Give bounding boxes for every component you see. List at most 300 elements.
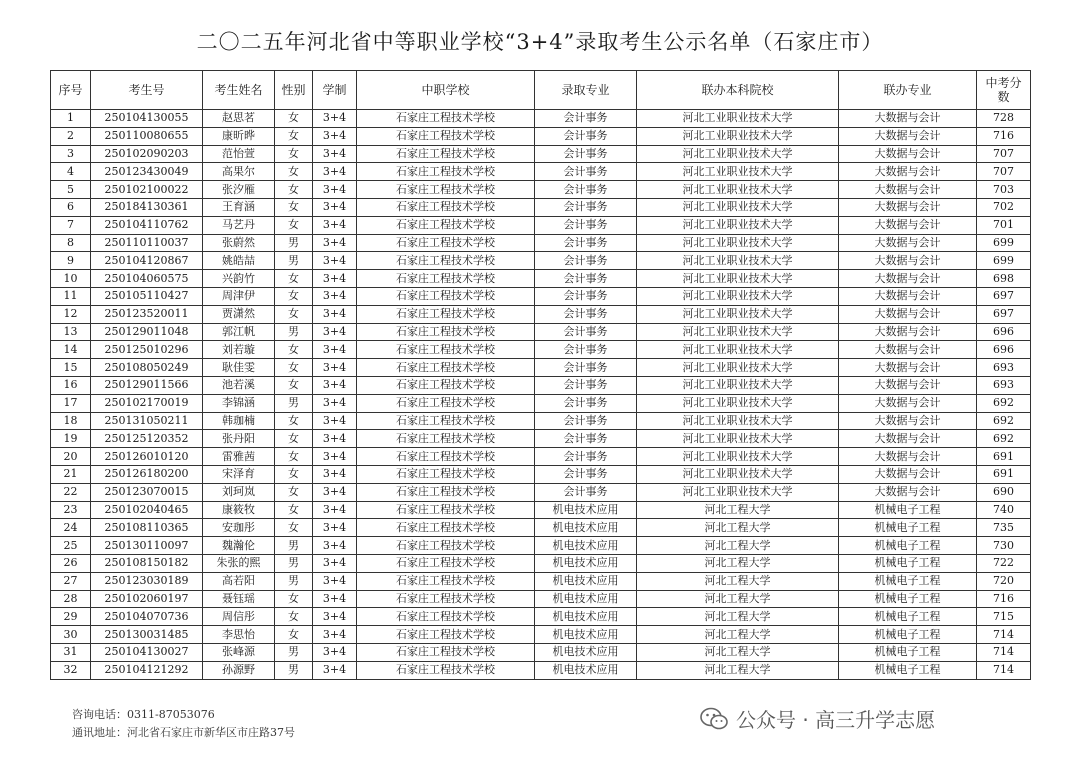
cell-name: 韩珈楠 (203, 412, 275, 430)
cell-name: 安珈彤 (203, 519, 275, 537)
cell-partner-major: 机械电子工程 (839, 572, 977, 590)
cell-vocational-school: 石家庄工程技术学校 (357, 554, 535, 572)
cell-name: 姚皓喆 (203, 252, 275, 270)
cell-major: 机电技术应用 (535, 643, 637, 661)
cell-seq: 13 (51, 323, 91, 341)
cell-vocational-school: 石家庄工程技术学校 (357, 501, 535, 519)
table-row (51, 537, 1031, 555)
cell-partner-university: 河北工业职业技术大学 (637, 287, 839, 305)
cell-seq: 28 (51, 590, 91, 608)
cell-partner-university: 河北工业职业技术大学 (637, 127, 839, 145)
cell-exam-id: 250102170019 (91, 394, 203, 412)
cell-seq: 7 (51, 216, 91, 234)
cell-gender: 女 (275, 163, 313, 181)
cell-program-length: 3+4 (313, 163, 357, 181)
table-row (51, 234, 1031, 252)
cell-name: 高若阳 (203, 572, 275, 590)
cell-score: 702 (977, 198, 1031, 216)
cell-vocational-school: 石家庄工程技术学校 (357, 394, 535, 412)
cell-exam-id: 250123520011 (91, 305, 203, 323)
cell-name: 聂钰瑶 (203, 590, 275, 608)
cell-partner-major: 机械电子工程 (839, 661, 977, 679)
cell-partner-university: 河北工业职业技术大学 (637, 394, 839, 412)
cell-program-length: 3+4 (313, 412, 357, 430)
table-row (51, 430, 1031, 448)
cell-program-length: 3+4 (313, 554, 357, 572)
cell-score: 707 (977, 163, 1031, 181)
cell-score: 693 (977, 359, 1031, 377)
cell-major: 会计事务 (535, 376, 637, 394)
cell-exam-id: 250105110427 (91, 287, 203, 305)
cell-partner-university: 河北工业职业技术大学 (637, 323, 839, 341)
cell-gender: 女 (275, 110, 313, 128)
table-row (51, 145, 1031, 163)
cell-vocational-school: 石家庄工程技术学校 (357, 537, 535, 555)
cell-name: 雷雅茜 (203, 448, 275, 466)
table-row (51, 608, 1031, 626)
cell-exam-id: 250102060197 (91, 590, 203, 608)
cell-score: 692 (977, 430, 1031, 448)
cell-vocational-school: 石家庄工程技术学校 (357, 163, 535, 181)
cell-partner-university: 河北工业职业技术大学 (637, 198, 839, 216)
cell-name: 兴韵竹 (203, 270, 275, 288)
cell-partner-university: 河北工业职业技术大学 (637, 483, 839, 501)
cell-name: 张峰源 (203, 643, 275, 661)
cell-major: 会计事务 (535, 341, 637, 359)
cell-program-length: 3+4 (313, 483, 357, 501)
cell-partner-major: 机械电子工程 (839, 608, 977, 626)
cell-major: 会计事务 (535, 287, 637, 305)
cell-exam-id: 250125010296 (91, 341, 203, 359)
cell-vocational-school: 石家庄工程技术学校 (357, 483, 535, 501)
cell-program-length: 3+4 (313, 127, 357, 145)
cell-program-length: 3+4 (313, 270, 357, 288)
cell-exam-id: 250104120867 (91, 252, 203, 270)
cell-name: 范怡萱 (203, 145, 275, 163)
table-row (51, 412, 1031, 430)
cell-major: 会计事务 (535, 448, 637, 466)
cell-major: 会计事务 (535, 305, 637, 323)
cell-gender: 男 (275, 554, 313, 572)
cell-exam-id: 250104110762 (91, 216, 203, 234)
cell-partner-university: 河北工程大学 (637, 608, 839, 626)
header-exam-id: 考生号 (91, 71, 203, 110)
cell-exam-id: 250131050211 (91, 412, 203, 430)
cell-partner-university: 河北工业职业技术大学 (637, 359, 839, 377)
cell-name: 周信彤 (203, 608, 275, 626)
cell-gender: 女 (275, 483, 313, 501)
cell-score: 696 (977, 341, 1031, 359)
cell-name: 魏瀚伦 (203, 537, 275, 555)
cell-partner-major: 机械电子工程 (839, 537, 977, 555)
cell-name: 孙源野 (203, 661, 275, 679)
cell-partner-university: 河北工业职业技术大学 (637, 110, 839, 128)
cell-program-length: 3+4 (313, 323, 357, 341)
cell-partner-major: 机械电子工程 (839, 519, 977, 537)
table-row (51, 643, 1031, 661)
cell-partner-major: 大数据与会计 (839, 305, 977, 323)
cell-major: 会计事务 (535, 359, 637, 377)
cell-partner-university: 河北工程大学 (637, 626, 839, 644)
cell-partner-major: 大数据与会计 (839, 252, 977, 270)
cell-score: 716 (977, 127, 1031, 145)
cell-partner-major: 大数据与会计 (839, 145, 977, 163)
cell-partner-major: 大数据与会计 (839, 483, 977, 501)
cell-exam-id: 250184130361 (91, 198, 203, 216)
cell-gender: 女 (275, 198, 313, 216)
cell-partner-university: 河北工业职业技术大学 (637, 376, 839, 394)
cell-partner-university: 河北工程大学 (637, 572, 839, 590)
cell-major: 会计事务 (535, 323, 637, 341)
cell-vocational-school: 石家庄工程技术学校 (357, 341, 535, 359)
cell-partner-university: 河北工程大学 (637, 661, 839, 679)
cell-major: 会计事务 (535, 412, 637, 430)
cell-program-length: 3+4 (313, 465, 357, 483)
cell-gender: 女 (275, 608, 313, 626)
cell-partner-university: 河北工业职业技术大学 (637, 305, 839, 323)
cell-seq: 26 (51, 554, 91, 572)
cell-name: 贾潇然 (203, 305, 275, 323)
cell-gender: 女 (275, 590, 313, 608)
cell-seq: 18 (51, 412, 91, 430)
cell-vocational-school: 石家庄工程技术学校 (357, 661, 535, 679)
cell-score: 699 (977, 234, 1031, 252)
cell-name: 李锦涵 (203, 394, 275, 412)
cell-vocational-school: 石家庄工程技术学校 (357, 608, 535, 626)
cell-partner-major: 大数据与会计 (839, 430, 977, 448)
cell-seq: 19 (51, 430, 91, 448)
cell-program-length: 3+4 (313, 590, 357, 608)
cell-gender: 女 (275, 216, 313, 234)
cell-major: 会计事务 (535, 145, 637, 163)
cell-score: 692 (977, 412, 1031, 430)
cell-major: 机电技术应用 (535, 519, 637, 537)
cell-name: 刘珂岚 (203, 483, 275, 501)
cell-score: 740 (977, 501, 1031, 519)
cell-program-length: 3+4 (313, 608, 357, 626)
cell-score: 720 (977, 572, 1031, 590)
cell-score: 692 (977, 394, 1031, 412)
header-gender: 性别 (275, 71, 313, 110)
header-score-label: 中考分数 (985, 76, 1022, 104)
cell-partner-major: 大数据与会计 (839, 465, 977, 483)
cell-partner-major: 大数据与会计 (839, 394, 977, 412)
cell-exam-id: 250104130027 (91, 643, 203, 661)
cell-score: 714 (977, 626, 1031, 644)
cell-exam-id: 250108050249 (91, 359, 203, 377)
table-row (51, 287, 1031, 305)
cell-major: 会计事务 (535, 181, 637, 199)
table-row (51, 127, 1031, 145)
cell-gender: 女 (275, 287, 313, 305)
header-score (977, 71, 1031, 110)
cell-program-length: 3+4 (313, 181, 357, 199)
cell-major: 会计事务 (535, 430, 637, 448)
cell-vocational-school: 石家庄工程技术学校 (357, 465, 535, 483)
table-row (51, 394, 1031, 412)
cell-partner-major: 机械电子工程 (839, 626, 977, 644)
cell-gender: 女 (275, 448, 313, 466)
cell-exam-id: 250102040465 (91, 501, 203, 519)
header-major: 录取专业 (535, 71, 637, 110)
cell-name: 高果尔 (203, 163, 275, 181)
cell-score: 701 (977, 216, 1031, 234)
cell-partner-major: 大数据与会计 (839, 163, 977, 181)
cell-exam-id: 250130031485 (91, 626, 203, 644)
cell-partner-major: 大数据与会计 (839, 376, 977, 394)
cell-vocational-school: 石家庄工程技术学校 (357, 359, 535, 377)
cell-seq: 31 (51, 643, 91, 661)
cell-exam-id: 250123070015 (91, 483, 203, 501)
cell-exam-id: 250110110037 (91, 234, 203, 252)
cell-gender: 男 (275, 572, 313, 590)
cell-score: 716 (977, 590, 1031, 608)
cell-partner-university: 河北工业职业技术大学 (637, 216, 839, 234)
page-title: 二〇二五年河北省中等职业学校“3+4”录取考生公示名单（石家庄市） (196, 30, 884, 54)
cell-name: 张蔚然 (203, 234, 275, 252)
cell-seq: 20 (51, 448, 91, 466)
cell-seq: 10 (51, 270, 91, 288)
table-header-row (51, 71, 1031, 110)
cell-major: 会计事务 (535, 270, 637, 288)
cell-program-length: 3+4 (313, 394, 357, 412)
cell-program-length: 3+4 (313, 643, 357, 661)
cell-name: 张汐雁 (203, 181, 275, 199)
cell-partner-major: 机械电子工程 (839, 501, 977, 519)
table-row (51, 216, 1031, 234)
cell-vocational-school: 石家庄工程技术学校 (357, 234, 535, 252)
cell-seq: 5 (51, 181, 91, 199)
cell-gender: 男 (275, 394, 313, 412)
table-row (51, 519, 1031, 537)
cell-score: 696 (977, 323, 1031, 341)
cell-exam-id: 250102090203 (91, 145, 203, 163)
cell-seq: 9 (51, 252, 91, 270)
cell-vocational-school: 石家庄工程技术学校 (357, 376, 535, 394)
cell-gender: 男 (275, 234, 313, 252)
cell-program-length: 3+4 (313, 430, 357, 448)
cell-vocational-school: 石家庄工程技术学校 (357, 412, 535, 430)
cell-name: 康昕晔 (203, 127, 275, 145)
cell-major: 会计事务 (535, 163, 637, 181)
cell-name: 池若溪 (203, 376, 275, 394)
cell-score: 703 (977, 181, 1031, 199)
cell-gender: 女 (275, 430, 313, 448)
cell-gender: 男 (275, 643, 313, 661)
cell-exam-id: 250123430049 (91, 163, 203, 181)
cell-name: 马艺丹 (203, 216, 275, 234)
cell-partner-university: 河北工业职业技术大学 (637, 448, 839, 466)
cell-program-length: 3+4 (313, 305, 357, 323)
cell-score: 699 (977, 252, 1031, 270)
table-row (51, 590, 1031, 608)
table-row (51, 626, 1031, 644)
cell-program-length: 3+4 (313, 519, 357, 537)
table-row (51, 270, 1031, 288)
table-row (51, 198, 1031, 216)
cell-partner-university: 河北工业职业技术大学 (637, 412, 839, 430)
cell-seq: 15 (51, 359, 91, 377)
cell-partner-university: 河北工业职业技术大学 (637, 341, 839, 359)
cell-partner-university: 河北工业职业技术大学 (637, 163, 839, 181)
cell-partner-university: 河北工业职业技术大学 (637, 430, 839, 448)
cell-seq: 23 (51, 501, 91, 519)
cell-seq: 29 (51, 608, 91, 626)
cell-seq: 22 (51, 483, 91, 501)
cell-major: 机电技术应用 (535, 661, 637, 679)
cell-gender: 女 (275, 376, 313, 394)
cell-exam-id: 250123030189 (91, 572, 203, 590)
cell-vocational-school: 石家庄工程技术学校 (357, 181, 535, 199)
cell-score: 698 (977, 270, 1031, 288)
table-row (51, 305, 1031, 323)
cell-partner-major: 大数据与会计 (839, 110, 977, 128)
cell-exam-id: 250104130055 (91, 110, 203, 128)
cell-major: 会计事务 (535, 483, 637, 501)
cell-partner-university: 河北工程大学 (637, 554, 839, 572)
cell-program-length: 3+4 (313, 341, 357, 359)
cell-exam-id: 250126180200 (91, 465, 203, 483)
cell-exam-id: 250126010120 (91, 448, 203, 466)
cell-score: 722 (977, 554, 1031, 572)
cell-partner-university: 河北工程大学 (637, 537, 839, 555)
cell-score: 730 (977, 537, 1031, 555)
cell-partner-university: 河北工业职业技术大学 (637, 181, 839, 199)
cell-exam-id: 250102100022 (91, 181, 203, 199)
cell-partner-major: 大数据与会计 (839, 448, 977, 466)
cell-partner-major: 大数据与会计 (839, 412, 977, 430)
cell-name: 王育涵 (203, 198, 275, 216)
cell-seq: 2 (51, 127, 91, 145)
cell-program-length: 3+4 (313, 287, 357, 305)
header-partner-major: 联办专业 (839, 71, 977, 110)
cell-partner-university: 河北工业职业技术大学 (637, 252, 839, 270)
cell-seq: 3 (51, 145, 91, 163)
cell-vocational-school: 石家庄工程技术学校 (357, 198, 535, 216)
cell-exam-id: 250108110365 (91, 519, 203, 537)
cell-score: 714 (977, 643, 1031, 661)
cell-seq: 24 (51, 519, 91, 537)
cell-score: 735 (977, 519, 1031, 537)
cell-seq: 6 (51, 198, 91, 216)
cell-vocational-school: 石家庄工程技术学校 (357, 519, 535, 537)
cell-major: 会计事务 (535, 252, 637, 270)
cell-gender: 女 (275, 270, 313, 288)
header-program-length: 学制 (313, 71, 357, 110)
cell-gender: 女 (275, 145, 313, 163)
cell-gender: 女 (275, 359, 313, 377)
table-row (51, 181, 1031, 199)
cell-program-length: 3+4 (313, 661, 357, 679)
cell-program-length: 3+4 (313, 359, 357, 377)
cell-gender: 女 (275, 501, 313, 519)
cell-major: 机电技术应用 (535, 572, 637, 590)
cell-seq: 16 (51, 376, 91, 394)
table-row (51, 554, 1031, 572)
cell-exam-id: 250104121292 (91, 661, 203, 679)
cell-vocational-school: 石家庄工程技术学校 (357, 643, 535, 661)
cell-program-length: 3+4 (313, 110, 357, 128)
cell-major: 机电技术应用 (535, 590, 637, 608)
cell-exam-id: 250130110097 (91, 537, 203, 555)
cell-partner-major: 大数据与会计 (839, 181, 977, 199)
table-body (51, 110, 1031, 680)
table-row (51, 359, 1031, 377)
cell-vocational-school: 石家庄工程技术学校 (357, 287, 535, 305)
cell-gender: 女 (275, 412, 313, 430)
watermark-text: 公众号 · 高三升学志愿 (736, 708, 936, 732)
watermark (700, 704, 935, 733)
cell-score: 728 (977, 110, 1031, 128)
table-row (51, 376, 1031, 394)
table-row (51, 501, 1031, 519)
cell-vocational-school: 石家庄工程技术学校 (357, 145, 535, 163)
cell-seq: 25 (51, 537, 91, 555)
table-row (51, 252, 1031, 270)
cell-major: 会计事务 (535, 110, 637, 128)
cell-major: 机电技术应用 (535, 537, 637, 555)
cell-score: 693 (977, 376, 1031, 394)
cell-partner-university: 河北工业职业技术大学 (637, 270, 839, 288)
cell-partner-major: 机械电子工程 (839, 643, 977, 661)
cell-name: 耿佳雯 (203, 359, 275, 377)
cell-partner-major: 大数据与会计 (839, 359, 977, 377)
cell-name: 朱张的熙 (203, 554, 275, 572)
table-row (51, 110, 1031, 128)
cell-seq: 11 (51, 287, 91, 305)
cell-gender: 女 (275, 305, 313, 323)
cell-exam-id: 250129011566 (91, 376, 203, 394)
cell-vocational-school: 石家庄工程技术学校 (357, 323, 535, 341)
cell-gender: 男 (275, 537, 313, 555)
cell-vocational-school: 石家庄工程技术学校 (357, 572, 535, 590)
cell-gender: 男 (275, 661, 313, 679)
cell-name: 刘若璇 (203, 341, 275, 359)
cell-program-length: 3+4 (313, 198, 357, 216)
cell-program-length: 3+4 (313, 626, 357, 644)
cell-exam-id: 250110080655 (91, 127, 203, 145)
cell-seq: 27 (51, 572, 91, 590)
cell-score: 697 (977, 287, 1031, 305)
cell-name: 宋泽育 (203, 465, 275, 483)
cell-vocational-school: 石家庄工程技术学校 (357, 305, 535, 323)
cell-gender: 女 (275, 465, 313, 483)
table-row (51, 465, 1031, 483)
cell-gender: 男 (275, 252, 313, 270)
cell-partner-university: 河北工业职业技术大学 (637, 465, 839, 483)
cell-major: 机电技术应用 (535, 626, 637, 644)
cell-major: 会计事务 (535, 216, 637, 234)
cell-exam-id: 250108150182 (91, 554, 203, 572)
wechat-icon (700, 707, 728, 731)
cell-seq: 32 (51, 661, 91, 679)
cell-seq: 12 (51, 305, 91, 323)
cell-major: 机电技术应用 (535, 501, 637, 519)
header-partner-university: 联办本科院校 (637, 71, 839, 110)
cell-vocational-school: 石家庄工程技术学校 (357, 430, 535, 448)
cell-partner-major: 大数据与会计 (839, 323, 977, 341)
table-row (51, 323, 1031, 341)
cell-partner-major: 机械电子工程 (839, 590, 977, 608)
cell-name: 郭江帆 (203, 323, 275, 341)
cell-partner-major: 大数据与会计 (839, 216, 977, 234)
table-row (51, 163, 1031, 181)
cell-score: 697 (977, 305, 1031, 323)
cell-gender: 女 (275, 127, 313, 145)
cell-major: 会计事务 (535, 234, 637, 252)
cell-vocational-school: 石家庄工程技术学校 (357, 216, 535, 234)
cell-program-length: 3+4 (313, 252, 357, 270)
